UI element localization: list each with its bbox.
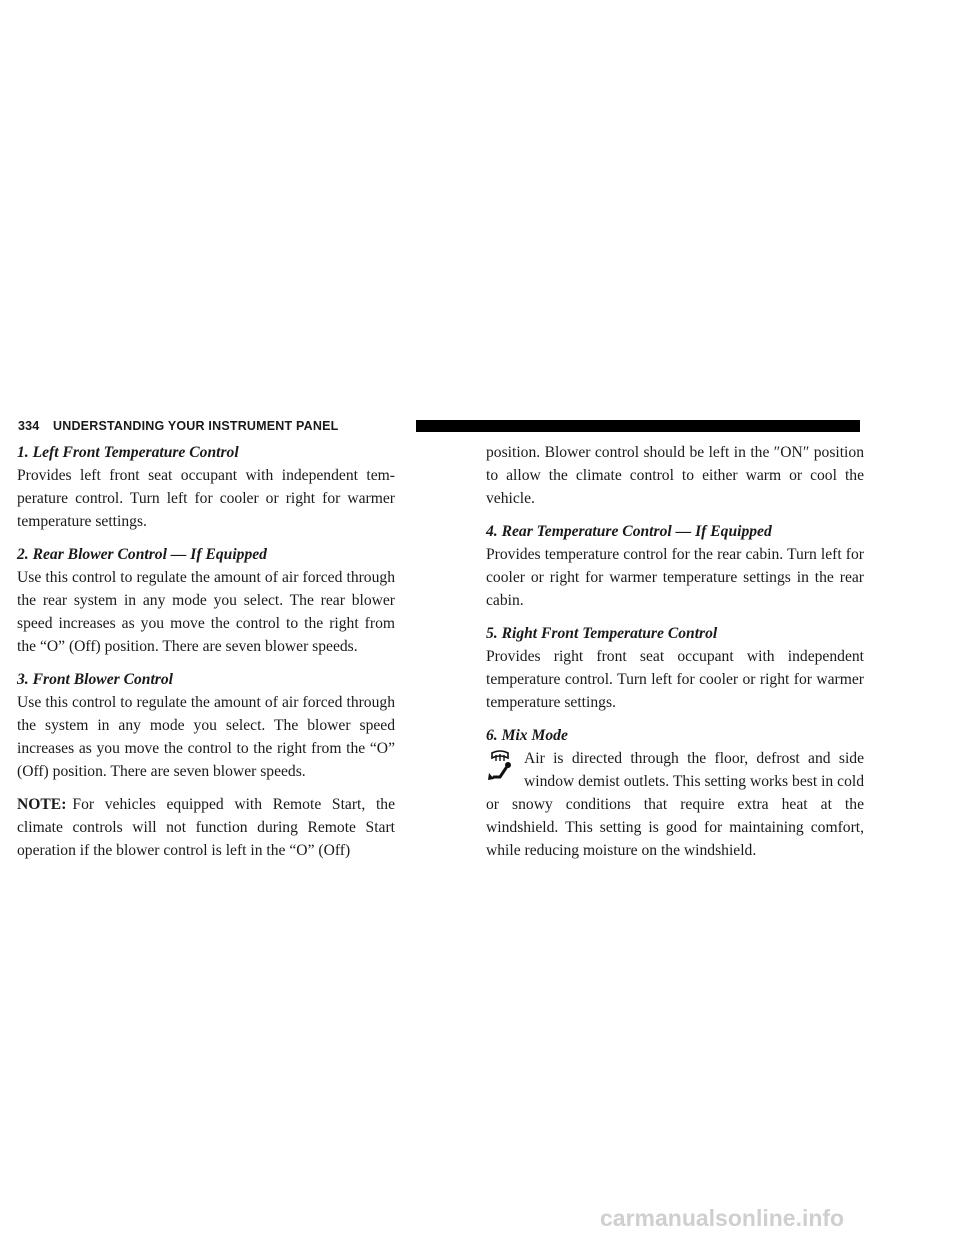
section-6-body: Air is directed through the floor, defrost and side window demist outlets. This setting works best in cold or snowy conditions that require extra heat at the windshield. This setting is good for maintaining comfort, while reducing moisture on the windshield. [486, 750, 864, 859]
header-bar [416, 420, 860, 432]
section-1 [17, 441, 395, 533]
page-number: 334 [18, 419, 40, 433]
section-1-title: 1. Left Front Temperature Control [17, 444, 239, 461]
mix-mode-icon [486, 749, 516, 789]
section-5 [486, 622, 864, 714]
section-1-body: Provides left front seat occupant with independent tem-perature control. Turn left for cooler or right for warmer temperature settings. [17, 467, 395, 530]
note-label: NOTE: [17, 796, 67, 813]
left-column [17, 441, 395, 872]
page-header [18, 416, 862, 438]
right-column [486, 441, 864, 872]
note-continued [486, 441, 864, 510]
section-3-title: 3. Front Blower Control [17, 671, 173, 688]
section-4-title: 4. Rear Temperature Control — If Equipped [486, 523, 772, 540]
section-6-title: 6. Mix Mode [486, 727, 568, 744]
section-header-title: UNDERSTANDING YOUR INSTRUMENT PANEL [53, 419, 339, 433]
note-continued-body: position. Blower control should be left in the ″ON″ position to allow the climate control to either warm or cool the vehicle. [486, 444, 864, 507]
section-4-body: Provides temperature control for the rear cabin. Turn left for cooler or right for warmer temperature settings in the rear cabin. [486, 546, 864, 609]
note-body: For vehicles equipped with Remote Start, the climate controls will not function during Remote Start operation if the blower control is left in the “O” (Off) [17, 796, 395, 859]
section-3 [17, 668, 395, 783]
note [17, 793, 395, 862]
note-paragraph [17, 793, 395, 862]
watermark: carmanualsonline.info [600, 1205, 845, 1231]
section-2-body: Use this control to regulate the amount of air forced through the rear system in any mode you select. The rear blower speed increases as you move the control to the right from the “O” (Off) position. There are seven blower speeds. [17, 569, 395, 655]
section-6 [486, 724, 864, 862]
section-2-title: 2. Rear Blower Control — If Equipped [17, 546, 267, 563]
section-5-title: 5. Right Front Temperature Control [486, 625, 718, 642]
section-5-body: Provides right front seat occupant with independent temperature control. Turn left for cooler or right for warmer temperature settings. [486, 648, 864, 711]
section-3-body: Use this control to regulate the amount of air forced through the system in any mode you select. The blower speed increases as you move the control to the right from the “O” (Off) position. There are seven blower speeds. [17, 694, 395, 780]
section-2 [17, 543, 395, 658]
section-4 [486, 520, 864, 612]
